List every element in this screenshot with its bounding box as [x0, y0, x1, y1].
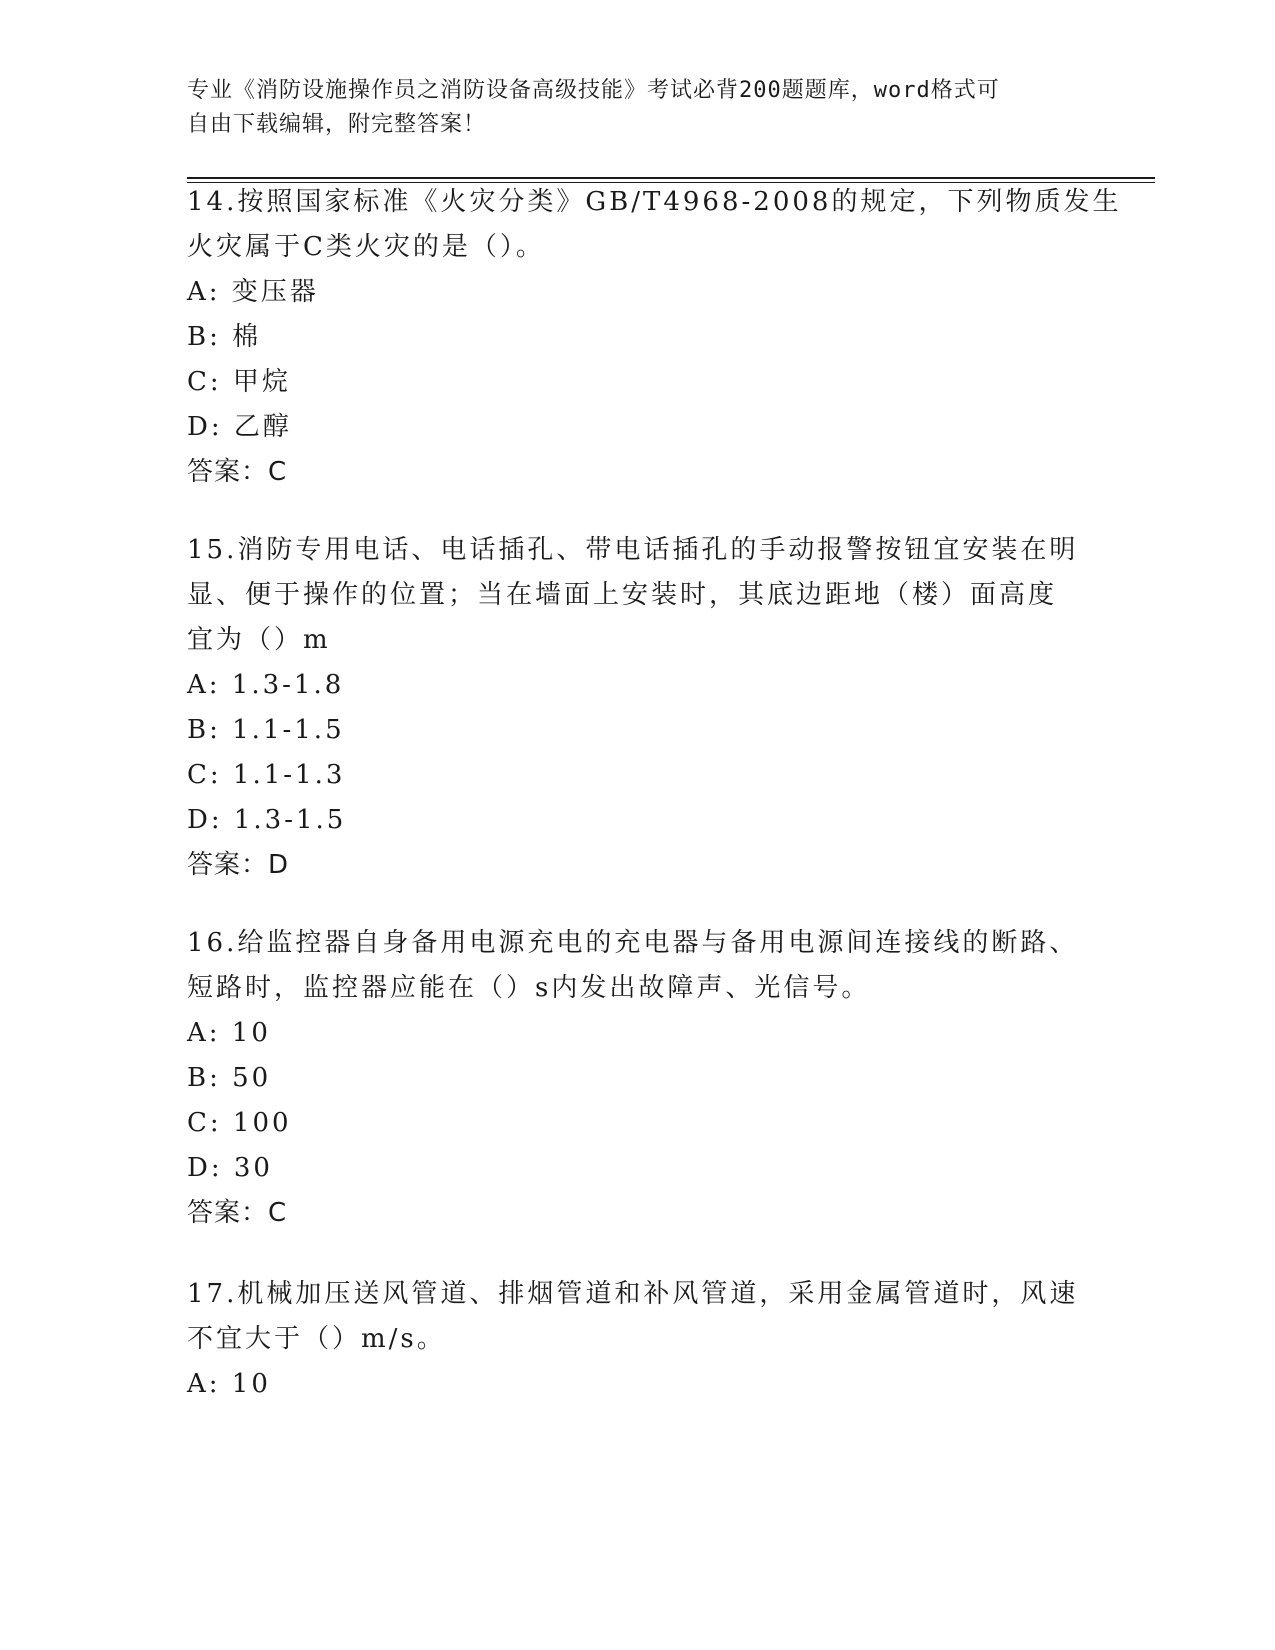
- answer-line: 答案：C: [187, 457, 288, 487]
- option-b: B: 50: [187, 1063, 272, 1093]
- question-16: [187, 921, 1107, 1236]
- stem-line: 16.给监控器自身备用电源充电的充电器与备用电源间连接线的断路、: [187, 928, 1079, 958]
- header-line-1: 专业《消防设施操作员之消防设备高级技能》考试必背200题题库，word格式可: [187, 78, 1000, 103]
- option-d: D: 30: [187, 1153, 273, 1183]
- document-header: [187, 74, 1087, 142]
- stem-line: 14.按照国家标准《火灾分类》GB/T4968-2008的规定，下列物质发生: [187, 187, 1122, 217]
- option-c: C: 甲烷: [187, 367, 291, 397]
- header-divider-thick: [187, 177, 1155, 179]
- option-a: A: 10: [187, 1018, 271, 1048]
- option-c: C: 100: [187, 1108, 292, 1138]
- question-stem: [187, 1272, 1107, 1362]
- stem-line: 火灾属于C类火灾的是（）。: [187, 232, 545, 262]
- stem-line: 宜为（）m: [187, 625, 331, 655]
- question-stem: [187, 528, 1107, 663]
- option-a: A: 1.3-1.8: [187, 670, 345, 700]
- option-b: B: 棉: [187, 322, 262, 352]
- answer-line: 答案：D: [187, 850, 290, 880]
- stem-line: 显、便于操作的位置；当在墙面上安装时，其底边距地（楼）面高度: [187, 580, 1058, 610]
- question-stem: [187, 180, 1122, 270]
- option-d: D: 乙醇: [187, 412, 292, 442]
- question-15: [187, 528, 1107, 888]
- stem-line: 短路时，监控器应能在（）s内发出故障声、光信号。: [187, 973, 871, 1003]
- question-14: [187, 180, 1122, 495]
- question-17: [187, 1272, 1107, 1407]
- option-d: D: 1.3-1.5: [187, 805, 347, 835]
- stem-line: 17.机械加压送风管道、排烟管道和补风管道，采用金属管道时，风速: [187, 1279, 1079, 1309]
- answer-line: 答案：C: [187, 1198, 288, 1228]
- option-c: C: 1.1-1.3: [187, 760, 346, 790]
- stem-line: 15.消防专用电话、电话插孔、带电话插孔的手动报警按钮宜安装在明: [187, 535, 1079, 565]
- header-line-2: 自由下载编辑，附完整答案！: [187, 112, 487, 137]
- stem-line: 不宜大于（）m/s。: [187, 1324, 446, 1354]
- option-a: A: 10: [187, 1369, 271, 1399]
- option-a: A: 变压器: [187, 277, 319, 307]
- question-stem: [187, 921, 1107, 1011]
- option-b: B: 1.1-1.5: [187, 715, 345, 745]
